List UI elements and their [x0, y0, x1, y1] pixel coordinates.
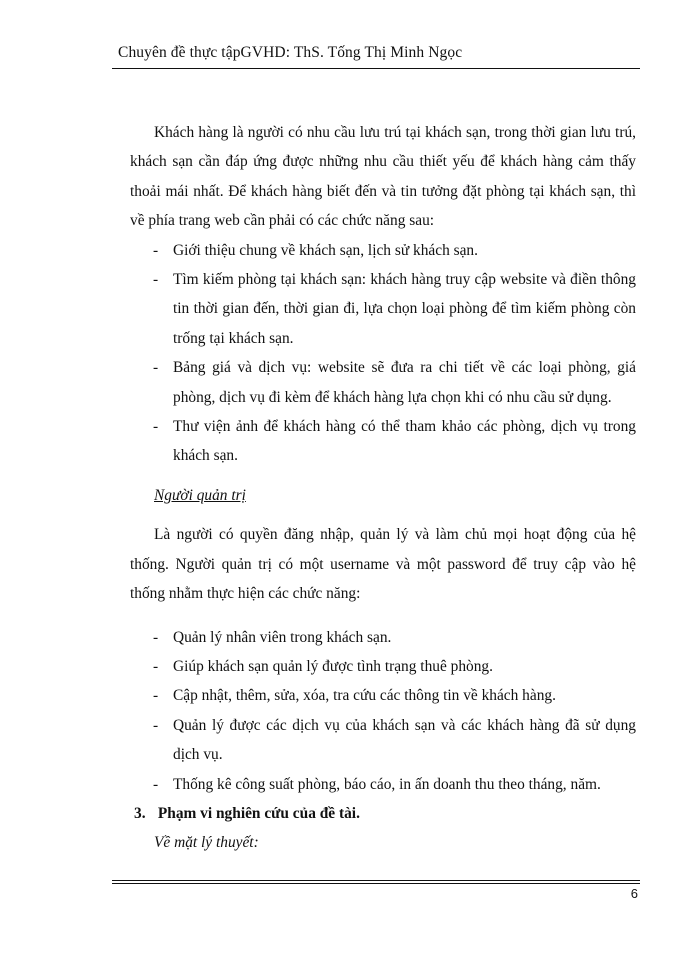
list-item [130, 412, 636, 471]
intro-paragraph: Khách hàng là người có nhu cầu lưu trú tại khách sạn, trong thời gian lưu trú, khách sạn cần đáp ứng được những nhu cầu thiết yếu để khách hàng cảm thấy thoải mái nhất. Để khách hàng biết đến và tin tưởng đặt phòng tại khách sạn, thì về phía trang web cần phải có các chức năng sau: [130, 124, 636, 230]
list-item-text: Tìm kiếm phòng tại khách sạn: khách hàng truy cập website và điền thông tin thời gian đến, thời gian đi, lựa chọn loại phòng để tìm kiếm phòng còn trống tại khách sạn. [173, 271, 636, 347]
page-number: 6 [630, 886, 638, 901]
bullet-dash: - [153, 359, 159, 377]
bullet-dash: - [153, 271, 159, 289]
list-item [130, 353, 636, 412]
admin-features-list [130, 623, 636, 799]
bullet-dash: - [153, 418, 159, 436]
list-item-text: Thống kê công suất phòng, báo cáo, in ấn doanh thu theo tháng, năm. [173, 775, 601, 793]
list-item [130, 236, 636, 265]
section-3-heading [130, 799, 636, 828]
bullet-dash: - [153, 716, 159, 734]
list-item [130, 265, 636, 353]
document-body [130, 118, 636, 858]
list-item [130, 652, 636, 681]
bullet-dash: - [153, 657, 159, 675]
list-item-text: Giúp khách sạn quản lý được tình trạng thuê phòng. [173, 657, 493, 675]
admin-paragraph: Là người có quyền đăng nhập, quản lý và làm chủ mọi hoạt động của hệ thống. Người quản trị có một username và một password để truy cập vào hệ thống nhằm thực hiện các chức năng: [130, 526, 636, 603]
list-item-text: Quản lý nhân viên trong khách sạn. [173, 628, 392, 646]
header-rule [112, 68, 640, 69]
admin-subheading: Người quản trị [154, 486, 246, 504]
list-item [130, 681, 636, 710]
list-item-text: Giới thiệu chung về khách sạn, lịch sử khách sạn. [173, 241, 478, 259]
bullet-dash: - [153, 687, 159, 705]
list-item-text: Thư viện ảnh để khách hàng có thể tham khảo các phòng, dịch vụ trong khách sạn. [173, 418, 636, 465]
list-item [130, 711, 636, 770]
footer-rule [112, 883, 640, 884]
list-item [130, 623, 636, 652]
bullet-dash: - [153, 241, 159, 259]
section-number: 3. [134, 804, 146, 822]
bullet-dash: - [153, 775, 159, 793]
customer-features-list [130, 236, 636, 471]
section-title: Phạm vi nghiên cứu của đề tài. [157, 804, 360, 822]
list-item-text: Bảng giá và dịch vụ: website sẽ đưa ra chi tiết về các loại phòng, giá phòng, dịch vụ đi kèm để khách hàng lựa chọn khi có nhu cầu sử dụng. [173, 359, 636, 406]
footer-rule [112, 880, 640, 881]
list-item-text: Quản lý được các dịch vụ của khách sạn và các khách hàng đã sử dụng dịch vụ. [173, 716, 636, 764]
page-header-title: Chuyên đề thực tậpGVHD: ThS. Tống Thị Minh Ngọc [118, 44, 463, 61]
theory-subheading: Về mặt lý thuyết: [154, 834, 259, 852]
list-item [130, 770, 636, 799]
bullet-dash: - [153, 628, 159, 646]
list-item-text: Cập nhật, thêm, sửa, xóa, tra cứu các thông tin về khách hàng. [173, 687, 556, 705]
